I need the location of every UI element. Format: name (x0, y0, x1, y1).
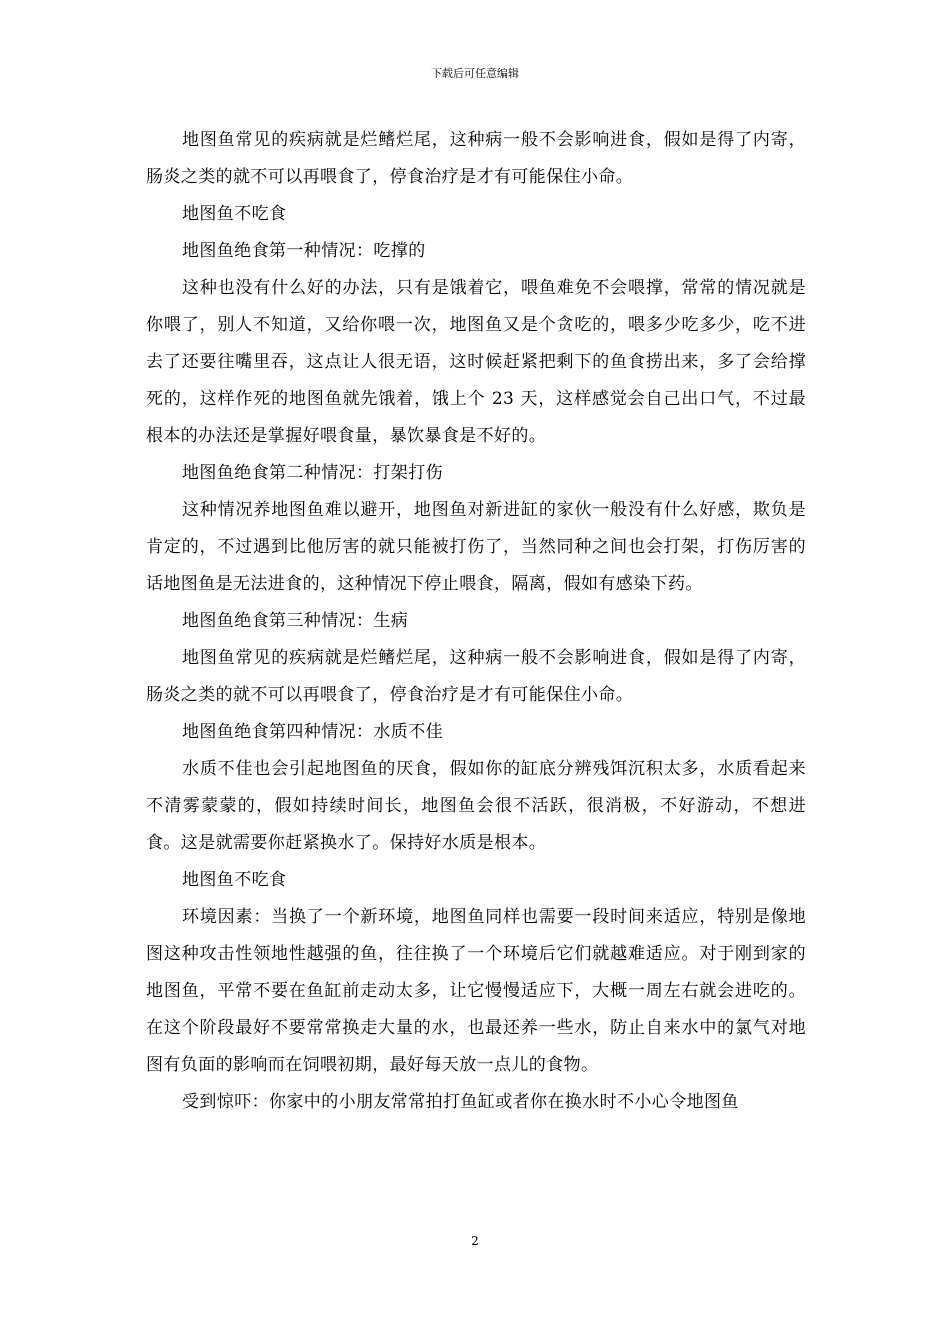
page-header: 下载后可任意编辑 (431, 67, 519, 80)
paragraph: 这种情况养地图鱼难以避开，地图鱼对新进缸的家伙一般没有什么好感，欺负是肯定的，不过遇到比他厉害的就只能被打伤了，当然同种之间也会打架，打伤厉害的话地图鱼是无法进食的，这种情况下停止喂食，隔离，假如有感染下药。 (146, 500, 806, 594)
paragraph: 环境因素：当换了一个新环境，地图鱼同样也需要一段时间来适应，特别是像地图这种攻击性领地性越强的鱼，往往换了一个环境后它们就越难适应。对于刚到家的地图鱼，平常不要在鱼缸前走动太多，让它慢慢适应下，大概一周左右就会进吃的。在这个阶段最好不要常常换走大量的水，也最还养一些水，防止自来水中的氯气对地图有负面的影响而在饲喂初期，最好每天放一点儿的食物。 (146, 907, 806, 1075)
paragraph: 水质不佳也会引起地图鱼的厌食，假如你的缸底分辨残饵沉积太多，水质看起来不清雾蒙蒙的，假如持续时间长，地图鱼会很不活跃，很消极，不好游动，不想进食。这是就需要你赶紧换水了。保持好水质是根本。 (146, 759, 806, 853)
paragraph-heading: 地图鱼绝食第一种情况：吃撑的 (182, 241, 426, 261)
paragraph-heading: 地图鱼绝食第四种情况：水质不佳 (182, 722, 443, 742)
paragraph: 地图鱼常见的疾病就是烂鳍烂尾，这种病一般不会影响进食，假如是得了内寄，肠炎之类的就不可以再喂食了，停食治疗是才有可能保住小命。 (146, 648, 806, 705)
paragraph-heading: 地图鱼绝食第三种情况：生病 (182, 611, 409, 631)
paragraph-heading: 地图鱼绝食第二种情况：打架打伤 (182, 463, 443, 483)
paragraph: 这种也没有什么好的办法，只有是饿着它，喂鱼难免不会喂撑，常常的情况就是你喂了，别人不知道，又给你喂一次，地图鱼又是个贪吃的，喂多少吃多少，吃不进去了还要往嘴里吞，这点让人很无语，这时候赶紧把剩下的鱼食捞出来，多了会给撑死的，这样作死的地图鱼就先饿着，饿上个 23 天，这样感觉会自己出口气，不过最根本的办法还是掌握好喂食量，暴饮暴食是不好的。 (146, 278, 806, 446)
paragraph-heading: 地图鱼不吃食 (182, 870, 287, 890)
page-number: 2 (471, 1234, 479, 1248)
paragraph: 地图鱼常见的疾病就是烂鳍烂尾，这种病一般不会影响进食，假如是得了内寄，肠炎之类的就不可以再喂食了，停食治疗是才有可能保住小命。 (146, 130, 806, 187)
document-body (146, 122, 806, 1121)
paragraph-heading: 地图鱼不吃食 (182, 204, 287, 224)
paragraph: 受到惊吓：你家中的小朋友常常拍打鱼缸或者你在换水时不小心令地图鱼 (182, 1092, 739, 1112)
